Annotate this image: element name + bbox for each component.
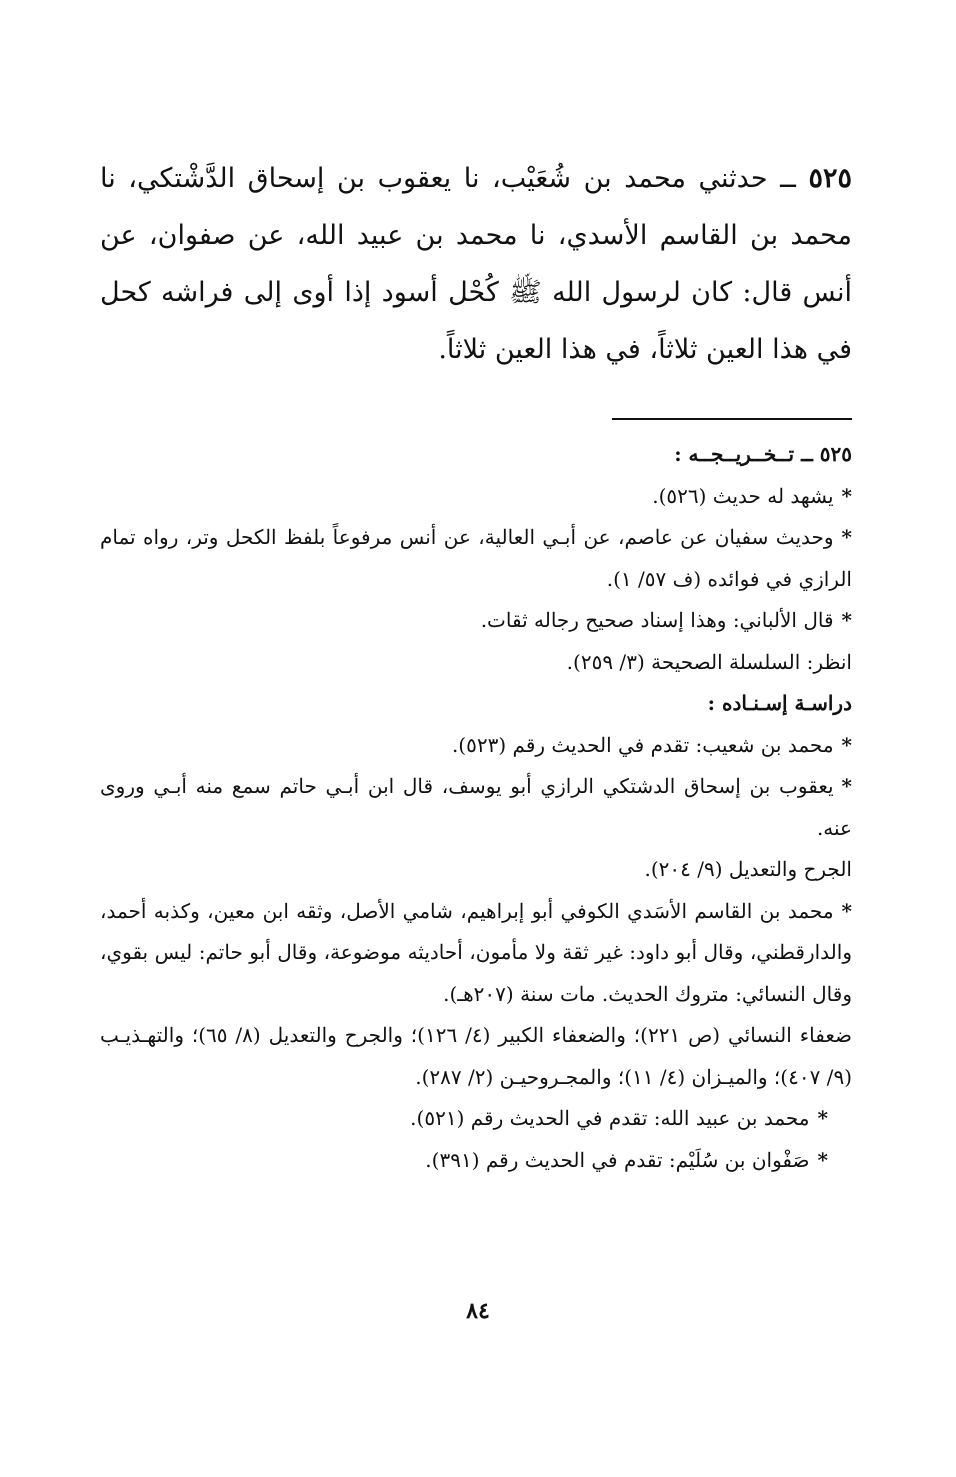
isnad-item-2 <box>100 766 852 849</box>
takhrij-item-1 <box>100 476 852 518</box>
takhrij-item-3-text: قال الألباني: وهذا إسناد صحيح رجاله ثقات. <box>480 608 834 632</box>
page-number: ٨٤ <box>466 1298 490 1324</box>
takhrij-item-3 <box>100 600 852 642</box>
bullet-mark: * <box>841 608 852 632</box>
hadith-text <box>100 150 852 378</box>
isnad-item-4-text: محمد بن عبيد الله: تقدم في الحديث رقم (٥٢١). <box>410 1106 810 1130</box>
hadith-dash: ــ <box>767 163 809 194</box>
hadith-number: ٥٢٥ <box>808 163 852 194</box>
takhrij-item-2 <box>100 517 852 600</box>
isnad-item-1-text: محمد بن شعيب: تقدم في الحديث رقم (٥٢٣). <box>451 732 834 757</box>
isnad-title: دراسـة إسـنـاده : <box>707 691 852 715</box>
bullet-mark: * <box>841 525 852 549</box>
takhrij-title: ٥٢٥ ــ تــخــريــجــه : <box>674 442 852 466</box>
footnotes <box>100 434 852 1181</box>
bullet-mark: * <box>841 898 852 923</box>
bullet-mark: * <box>841 483 852 508</box>
isnad-item-3-text: محمد بن القاسم الأسَدي الكوفي أبو إبراهيم، شامي الأصل، وثقه ابن معين، وكذبه أحمد، والدارقطني، وقال أبو داود: غير ثقة ولا مأمون، أحاديثه موضوعة، وقال أبو حاتم: ليس بقوي، وقال النسائي: متروك الحديث. مات سنة (٢٠٧هـ). <box>100 898 852 1006</box>
bullet-mark: * <box>841 732 852 757</box>
hadith-body: حدثني محمد بن شُعَيْب، نا يعقوب بن إسحاق الدَّشْتكي، نا محمد بن القاسم الأسدي، نا محمد بن عبيد الله، عن صفوان، عن أنس قال: كان لرسول الله ﷺ كُحْل أسود إذا أوى إلى فراشه كحل في هذا العين ثلاثاً، في هذا العين ثلاثاً. <box>100 163 852 365</box>
takhrij-item-1-text: يشهد له حديث (٥٢٦). <box>652 483 834 508</box>
bullet-mark: * <box>841 774 852 798</box>
isnad-item-1 <box>100 725 852 767</box>
takhrij-reference: انظر: السلسلة الصحيحة (٣/ ٢٥٩). <box>566 649 852 674</box>
isnad-item-2-reference: الجرح والتعديل (٩/ ٢٠٤). <box>644 857 852 881</box>
page-body <box>100 150 852 1181</box>
bullet-mark: * <box>817 1106 828 1130</box>
isnad-item-5-text: صَفْوان بن سُلَيْم: تقدم في الحديث رقم (٣٩١). <box>425 1147 810 1172</box>
isnad-item-5 <box>100 1140 852 1182</box>
isnad-item-4 <box>100 1098 852 1140</box>
footnote-divider <box>612 418 852 420</box>
takhrij-item-2-text: وحديث سفيان عن عاصم، عن أبـي العالية، عن أنس مرفوعاً بلفظ الكحل وتر، رواه تمام الرازي في فوائده (ف ٥٧/ ١). <box>100 525 852 591</box>
isnad-item-2-text: يعقوب بن إسحاق الدشتكي الرازي أبو يوسف، قال ابن أبـي حاتم سمع منه أبـي وروى عنه. <box>100 774 852 840</box>
isnad-item-3 <box>100 891 852 1016</box>
isnad-item-3-reference: ضعفاء النسائي (ص ٢٢١)؛ والضعفاء الكبير (٤/ ١٢٦)؛ والجرح والتعديل (٨/ ٦٥)؛ والتهـذيـب (٩/ ٤٠٧)؛ والميـزان (٤/ ١١)؛ والمجـروحيـن (٢/ ٢٨٧). <box>100 1023 852 1089</box>
bullet-mark: * <box>817 1147 828 1172</box>
